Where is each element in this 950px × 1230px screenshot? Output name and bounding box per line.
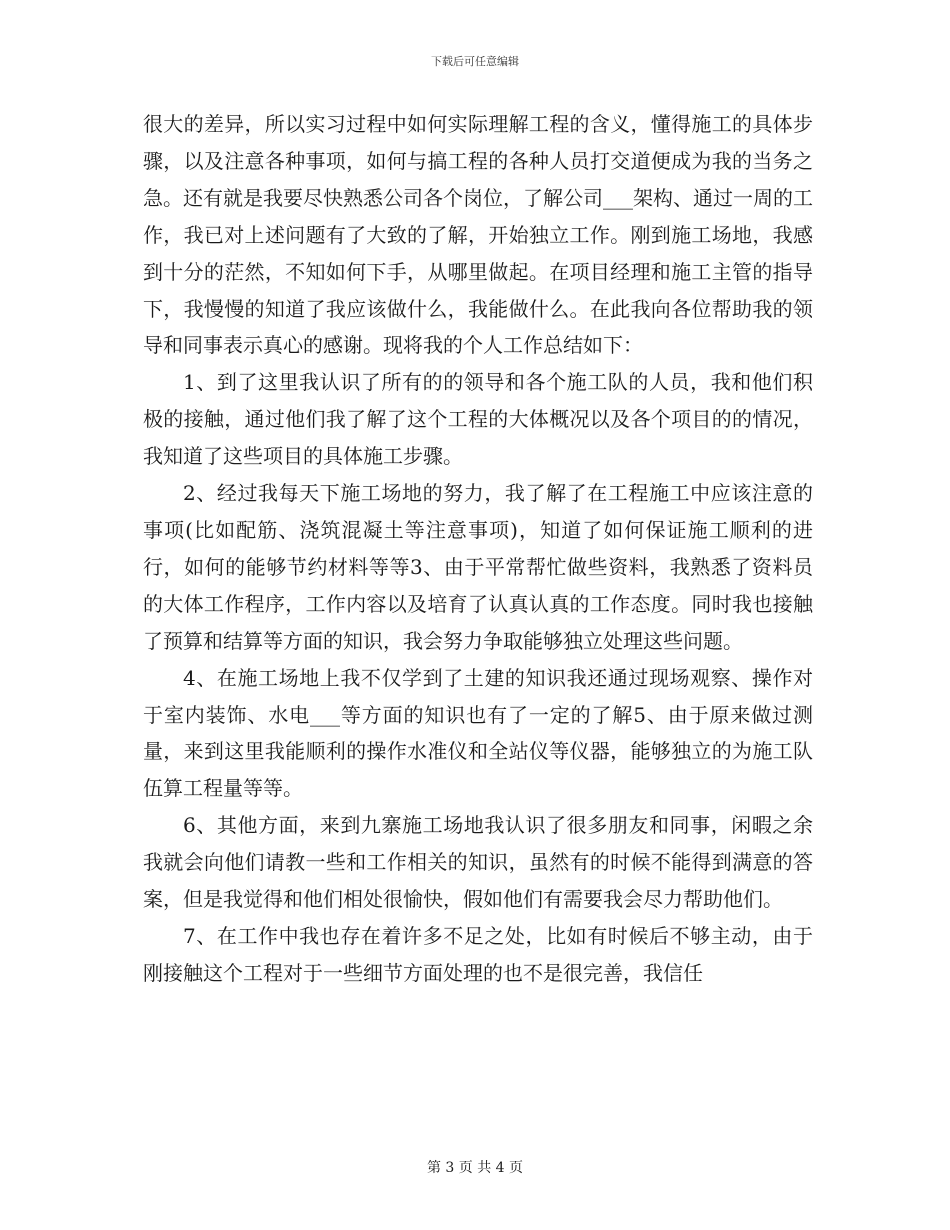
- paragraph-item-4-5: 4、在施工场地上我不仅学到了土建的知识我还通过现场观察、操作对于室内装饰、水电___等方面的知识也有了一定的了解5、由于原来做过测量，来到这里我能顺利的操作水准仪和全站仪等仪器，能够独立的为施工队伍算工程量等等。: [143, 665, 813, 801]
- paragraph-item-7: 7、在工作中我也存在着许多不足之处，比如有时候后不够主动，由于刚接触这个工程对于一些细节方面处理的也不是很完善，我信任: [143, 923, 813, 985]
- paragraph-item-1: 1、到了这里我认识了所有的的领导和各个施工队的人员，我和他们积极的接触，通过他们我了解了这个工程的大体概况以及各个项目的的情况，我知道了这些项目的具体施工步骤。: [143, 370, 813, 469]
- header-note: 下载后可任意编辑: [431, 55, 519, 68]
- page-number-footer: 第 3 页 共 4 页: [426, 1160, 524, 1176]
- paragraph-intro: 很大的差异，所以实习过程中如何实际理解工程的含义，懂得施工的具体步骤，以及注意各种事项，如何与搞工程的各种人员打交道便成为我的当务之急。还有就是我要尽快熟悉公司各个岗位，了解公司___架构、通过一周的工作，我已对上述问题有了大致的了解，开始独立工作。刚到施工场地，我感到十分的茫然，不知如何下手，从哪里做起。在项目经理和施工主管的指导下，我慢慢的知道了我应该做什么，我能做什么。在此我向各位帮助我的领导和同事表示真心的感谢。现将我的个人工作总结如下：: [143, 112, 813, 358]
- document-body: [143, 106, 813, 992]
- paragraph-item-6: 6、其他方面，来到九寨施工场地我认识了很多朋友和同事，闲暇之余我就会向他们请教一些和工作相关的知识，虽然有的时候不能得到满意的答案，但是我觉得和他们相处很愉快，假如他们有需要我会尽力帮助他们。: [143, 813, 813, 912]
- paragraph-item-2-3: 2、经过我每天下施工场地的努力，我了解了在工程施工中应该注意的事项(比如配筋、浇筑混凝土等注意事项)，知道了如何保证施工顺利的进行，如何的能够节约材料等等3、由于平常帮忙做些资料，我熟悉了资料员的大体工作程序，工作内容以及培育了认真认真的工作态度。同时我也接触了预算和结算等方面的知识，我会努力争取能够独立处理这些问题。: [143, 481, 813, 653]
